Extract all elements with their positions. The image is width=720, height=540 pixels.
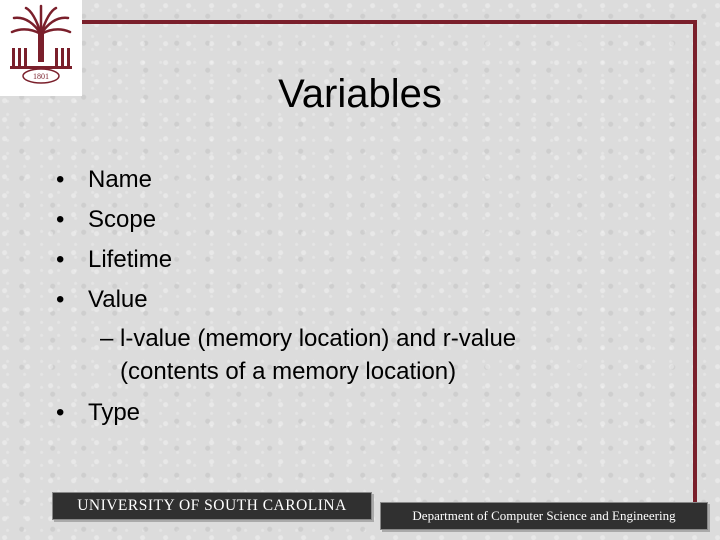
bullet-glyph: • <box>56 246 65 273</box>
bullet-glyph: • <box>56 286 65 313</box>
sub-bullet-text: l-value (memory location) and r-value <box>120 325 517 352</box>
bullet-item <box>56 280 172 320</box>
bullet-item <box>56 240 172 280</box>
bullet-text: Value <box>88 286 148 313</box>
bullet-glyph: • <box>56 399 65 426</box>
footer-university: UNIVERSITY OF SOUTH CAROLINA <box>52 492 372 520</box>
bullet-text: Scope <box>88 206 157 233</box>
bullet-item <box>56 200 172 240</box>
footer-department: Department of Computer Science and Engineering <box>380 502 708 530</box>
bullet-glyph: • <box>56 166 65 193</box>
bullet-text: Name <box>88 166 153 193</box>
bullet-list <box>56 160 172 320</box>
sub-bullet-line-2: (contents of a memory location) <box>120 358 457 385</box>
bullet-text: Type <box>88 399 141 426</box>
bullet-item <box>56 393 140 433</box>
sub-bullet <box>100 322 516 388</box>
accent-frame-top <box>82 20 696 24</box>
bullet-glyph: • <box>56 206 65 233</box>
bullet-text: Lifetime <box>88 246 173 273</box>
sub-bullet-dash: – <box>100 325 114 352</box>
slide-title: Variables <box>278 72 442 116</box>
svg-text:1801: 1801 <box>33 72 49 81</box>
bullet-item <box>56 160 172 200</box>
sub-bullet-line-1 <box>100 322 516 355</box>
